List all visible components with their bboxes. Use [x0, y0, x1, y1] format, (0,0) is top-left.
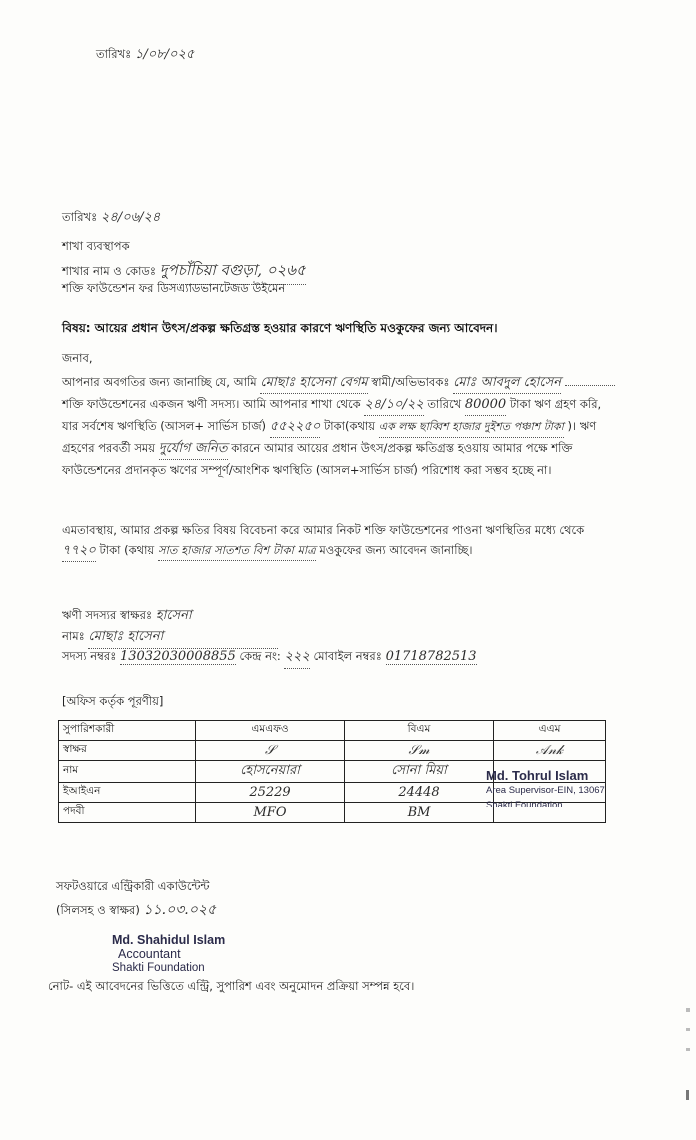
loan-balance: ৫৫২২৫০ [270, 417, 321, 438]
subject-line: বিষয়: আয়ের প্রধান উৎস/প্রকল্প ক্ষতিগ্রস্ত হওয়ার কারণে ঋণস্থিতি মওকুফের জন্য আবেদন। [62, 321, 498, 335]
bm-signature: 𝒮𝓂 [408, 743, 430, 758]
table-cell: BM [345, 803, 494, 823]
row-label: নাম [59, 761, 196, 783]
accountant-stamp-org: Shakti Foundation [112, 962, 205, 974]
balance-in-words: এক লক্ষ ছাব্বিশ হাজার দুইশত পঞ্চাশ টাকা [379, 417, 564, 438]
am-stamp-ein: Area Supervisor-EIN, 13067 [486, 785, 605, 796]
table-header: সুপারিশকারী [59, 721, 196, 741]
signature-cell [196, 741, 345, 761]
body-paragraph-2: এমতাবস্থায়, আমার প্রকল্প ক্ষতির বিষয় বিবেচনা করে আমার নিকট শক্তি ফাউন্ডেশনের পাওনা ঋণস্থিতির মধ্যে থেকে ৭৭২০ টাকা (কথায় সাত হাজার সাতশত বিশ টাকা মাত্র মওকুফের জন্য আবেদন জানাচ্ছি। [62, 520, 618, 562]
office-note: [অফিস কর্তৃক পূরণীয়] [62, 694, 164, 708]
table-header: এমএফও [196, 721, 345, 741]
am-stamp-org: Shakti Foundation [486, 800, 563, 807]
table-cell: হোসনেয়ারা [196, 761, 345, 783]
loan-amount: 80000 [465, 395, 506, 416]
recipient-title: শাখা ব্যবস্থাপক [62, 239, 130, 253]
am-signature: 𝒜𝓃𝓀 [535, 743, 564, 758]
table-cell: সোনা মিয়া [345, 761, 494, 783]
accountant-stamp-name: Md. Shahidul Islam [112, 933, 226, 947]
scan-mark [686, 1090, 689, 1100]
accountant-sign-date: ১১.০৩.০২৫ [143, 902, 217, 918]
damage-reason: দুর্যোগ জনিত [159, 439, 228, 460]
member-number: 13032030008855 [119, 649, 236, 664]
signature-cell [345, 741, 494, 761]
mfo-signature: 𝒮 [264, 743, 276, 758]
am-stamp [486, 768, 626, 807]
member-number-line: সদস্য নম্বরঃ 13032030008855 কেন্দ্র নং: ২২২ মোবাইল নম্বরঃ 01718782513 [62, 647, 477, 669]
member-name: মোছাঃ হাসেনা [88, 627, 278, 649]
accountant-stamp-title: Accountant [118, 947, 181, 961]
recipient-org: শক্তি ফাউন্ডেশন ফর ডিসএ্যাডভানটেজড উইমেন [62, 281, 286, 295]
table-header: বিএম [345, 721, 494, 741]
letter-date-value: ২৪/০৬/২৪ [100, 210, 161, 225]
scan-mark [686, 1028, 690, 1031]
table-cell: 25229 [196, 783, 345, 803]
member-name-line: নামঃ মোছাঃ হাসেনা [62, 627, 278, 649]
am-stamp-name: Md. Tohrul Islam [486, 768, 589, 783]
guardian-name: মোঃ আবদুল হোসেন [453, 373, 561, 394]
letter-date: তারিখঃ ২৪/০৬/২৪ [62, 210, 161, 225]
accountant-title: সফটওয়ারে এন্ট্রিকারী একাউন্টেন্ট [56, 879, 210, 893]
branch-line: শাখার নাম ও কোডঃ দুপচাঁচিয়া বগুড়া, ০২৬৫ [62, 259, 306, 285]
table-cell: 24448 [345, 783, 494, 803]
applicant-name: মোছাঃ হাসেনা বেগম [260, 373, 367, 394]
scan-mark [686, 1008, 690, 1012]
waiver-amount: ৭৭২০ [62, 541, 96, 562]
table-cell: MFO [196, 803, 345, 823]
salutation: জনাব, [62, 351, 93, 365]
branch-value: দুপচাঁচিয়া বগুড়া, ০২৬৫ [160, 259, 306, 285]
table-header-row [59, 721, 606, 741]
row-label: পদবী [59, 803, 196, 823]
accountant-stamp [112, 933, 225, 975]
scan-mark [686, 1048, 690, 1051]
footer-note: নোট- এই আবেদনের ভিত্তিতে এন্ট্রি, সুপারিশ এবং অনুমোদন প্রক্রিয়া সম্পন্ন হবে। [48, 979, 415, 993]
top-date: তারিখঃ ১/০৮/০২৫ [96, 47, 195, 62]
mobile-number: 01718782513 [385, 649, 477, 664]
accountant-signature-line: (সিলসহ ও স্বাক্ষর) ১১.০৩.০২৫ [56, 902, 217, 918]
table-header: এএম [494, 721, 606, 741]
row-label: স্বাক্ষর [59, 741, 196, 761]
member-signature: হাসেনা [155, 608, 192, 623]
center-number: ২২২ [284, 647, 309, 669]
row-label: ইআইএন [59, 783, 196, 803]
member-signature-line: ঋণী সদস্যর স্বাক্ষরঃ হাসেনা [62, 608, 192, 623]
waiver-in-words: সাত হাজার সাতশত বিশ টাকা মাত্র [158, 540, 316, 561]
table-row [59, 741, 606, 761]
top-date-value: ১/০৮/০২৫ [134, 47, 195, 62]
body-paragraph-1: আপনার অবগতির জন্য জানাচ্ছি যে, আমি মোছাঃ হাসেনা বেগম স্বামী/অভিভাবকঃ মোঃ আবদুল হোসেন শক্তি ফাউন্ডেশনের একজন ঋণী সদস্য। আমি আপনার শাখা থেকে ২৪/১০/২২ তারিখে 80000 টাকা ঋণ গ্রহণ করি, যার সর্বশেষ ঋণস্থিতি (আসল+ সার্ভিস চার্জ) ৫৫২২৫০ টাকা(কথায় এক লক্ষ ছাব্বিশ হাজার দুইশত পঞ্চাশ টাকা )। ঋণ গ্রহণের পরবর্তী সময় দুর্যোগ জনিত কারনে আমার আয়ের প্রধান উৎস/প্রকল্প ক্ষতিগ্রস্ত হওয়ায় আমার পক্ষে শক্তি ফাউন্ডেশনের প্রদানকৃত ঋণের সম্পূর্ণ/আংশিক ঋণস্থিতি (আসল+সার্ভিস চার্জ) পরিশোধ করা সম্ভব হচ্ছে না। [62, 372, 618, 480]
signature-cell [494, 741, 606, 761]
loan-date: ২৪/১০/২২ [364, 395, 423, 416]
